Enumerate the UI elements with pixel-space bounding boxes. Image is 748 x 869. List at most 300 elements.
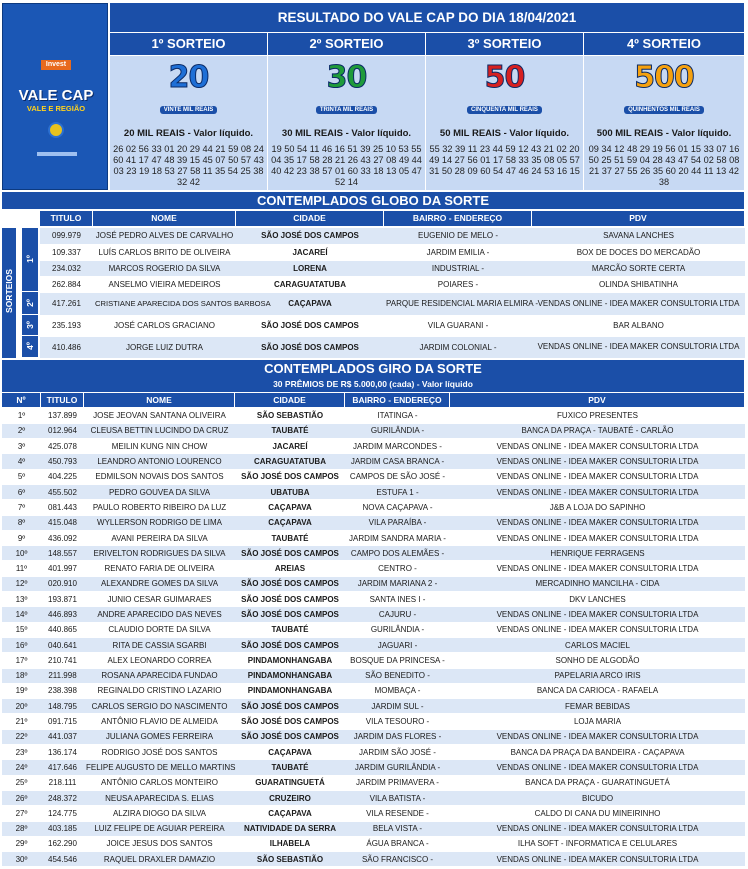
name-cell: JULIANA GOMES FERREIRA xyxy=(84,729,235,744)
address-cell: VILA TESOURO - xyxy=(345,714,450,729)
address-cell: CAMPOS DE SÃO JOSÉ - xyxy=(345,469,450,484)
name-cell: CARLOS SERGIO DO NASCIMENTO xyxy=(84,699,235,714)
title-cell: 441.037 xyxy=(41,729,84,744)
table-row xyxy=(2,637,745,652)
table-row xyxy=(2,408,745,423)
city-cell: JACAREÍ xyxy=(236,244,384,260)
table-row xyxy=(40,276,745,292)
title-cell: 410.486 xyxy=(40,336,93,358)
title-cell: 148.795 xyxy=(41,699,84,714)
name-cell: EDMILSON NOVAIS DOS SANTOS xyxy=(84,469,235,484)
pdv-cell: BOX DE DOCES DO MERCADÃO xyxy=(532,244,745,260)
address-cell: CAMPO DOS ALEMÃES - xyxy=(345,546,450,561)
globo-group-text: 1º xyxy=(25,255,35,263)
rank-cell: 25º xyxy=(2,775,41,790)
pdv-cell: CALDO DI CANA DU MINEIRINHO xyxy=(450,806,745,821)
title-cell: 235.193 xyxy=(40,315,93,336)
city-cell: SÃO SEBASTIÃO xyxy=(235,408,345,423)
globo-column-header: NOME xyxy=(93,211,235,226)
rank-cell: 8º xyxy=(2,515,41,530)
name-cell: CLEUSA BETTIN LUCINDO DA CRUZ xyxy=(84,423,235,438)
pdv-cell: SAVANA LANCHES xyxy=(532,228,745,244)
name-cell: ALEX LEONARDO CORREA xyxy=(84,653,235,668)
sorteio-cell xyxy=(426,56,583,190)
table-row xyxy=(40,292,745,315)
city-cell: TAUBATÉ xyxy=(235,760,345,775)
city-cell: TAUBATÉ xyxy=(235,423,345,438)
pdv-cell: FUXICO PRESENTES xyxy=(450,408,745,423)
name-cell: AVANI PEREIRA DA SILVA xyxy=(84,530,235,545)
title-cell: 455.502 xyxy=(41,484,84,499)
name-cell: WYLLERSON RODRIGO DE LIMA xyxy=(84,515,235,530)
pdv-cell: BANCA DA PRAÇA DA BANDEIRA - CAÇAPAVA xyxy=(450,745,745,760)
title-cell: 136.174 xyxy=(41,745,84,760)
name-cell: ANSELMO VIEIRA MEDEIROS xyxy=(93,276,236,292)
table-row xyxy=(2,729,745,744)
rank-cell: 15º xyxy=(2,622,41,637)
city-cell: SÃO JOSÉ DOS CAMPOS xyxy=(236,228,384,244)
pdv-cell: VENDAS ONLINE - IDEA MAKER CONSULTORIA LTDA xyxy=(450,561,745,576)
address-cell: INDUSTRIAL - xyxy=(384,260,532,276)
globo-group-text: 3º xyxy=(25,320,35,329)
pdv-cell: CARLOS MACIEL xyxy=(450,637,745,652)
giro-rows xyxy=(2,408,745,867)
giro-column-header: BAIRRO - ENDEREÇO xyxy=(345,393,449,407)
name-cell: MEILIN KUNG NIN CHOW xyxy=(84,439,235,454)
title-cell: 425.078 xyxy=(41,439,84,454)
address-cell: JARDIM COLONIAL - xyxy=(384,336,532,358)
pdv-cell: MARCÃO SORTE CERTA xyxy=(532,260,745,276)
rank-cell: 10º xyxy=(2,546,41,561)
rank-cell: 11º xyxy=(2,561,41,576)
vale-regiao-logo-text: VALE E REGIÃO xyxy=(26,104,86,113)
name-cell: JORGE LUIZ DUTRA xyxy=(93,336,236,358)
title-cell: 211.998 xyxy=(41,668,84,683)
rank-cell: 14º xyxy=(2,607,41,622)
rank-cell: 13º xyxy=(2,592,41,607)
pdv-cell: ILHA SOFT - INFORMATICA E CELULARES xyxy=(450,836,745,851)
city-cell: SÃO JOSÉ DOS CAMPOS xyxy=(235,607,345,622)
rank-cell: 29º xyxy=(2,836,41,851)
address-cell: SANTA INES I - xyxy=(345,592,450,607)
globo-group-text: 4º xyxy=(25,342,35,350)
sorteios-side-label xyxy=(2,228,16,358)
table-row xyxy=(2,530,745,545)
table-row xyxy=(2,745,745,760)
city-cell: SÃO JOSÉ DOS CAMPOS xyxy=(236,315,384,336)
rank-cell: 17º xyxy=(2,653,41,668)
pdv-cell: J&B A LOJA DO SAPINHO xyxy=(450,500,745,515)
rank-cell: 1º xyxy=(2,408,41,423)
name-cell: JOICE JESUS DOS SANTOS xyxy=(84,836,235,851)
pdv-cell: VENDAS ONLINE - IDEA MAKER CONSULTORIA LTDA xyxy=(450,821,745,836)
pdv-cell: VENDAS ONLINE - IDEA MAKER CONSULTORIA LTDA xyxy=(450,454,745,469)
rank-cell: 22º xyxy=(2,729,41,744)
prize-badge xyxy=(268,58,425,124)
title-cell: 109.337 xyxy=(40,244,93,260)
title-cell: 148.557 xyxy=(41,546,84,561)
address-cell: ITATINGA - xyxy=(345,408,450,423)
city-cell: LORENA xyxy=(236,260,384,276)
rank-cell: 12º xyxy=(2,576,41,591)
address-cell: JARDIM EMILIA - xyxy=(384,244,532,260)
rank-cell: 26º xyxy=(2,790,41,805)
name-cell: RAQUEL DRAXLER DAMAZIO xyxy=(84,852,235,867)
name-cell: CRISTIANE APARECIDA DOS SANTOS BARBOSA xyxy=(93,292,236,315)
title-cell: 210.741 xyxy=(41,653,84,668)
pdv-cell: VENDAS ONLINE - IDEA MAKER CONSULTORIA LTDA xyxy=(450,852,745,867)
drawn-numbers: 26 02 56 33 01 20 29 44 21 59 08 24 60 41 17 47 48 39 15 45 07 50 57 43 03 23 19 18 53 27 58 11 35 54 25 38 32 42 xyxy=(113,144,264,187)
table-row xyxy=(40,315,745,336)
name-cell: REGINALDO CRISTINO LAZARIO xyxy=(84,683,235,698)
rank-cell: 20º xyxy=(2,699,41,714)
title-cell: 124.775 xyxy=(41,806,84,821)
page-title: RESULTADO DO VALE CAP DO DIA 18/04/2021 xyxy=(110,3,744,32)
city-cell: CAÇAPAVA xyxy=(235,806,345,821)
address-cell: SÃO FRANCISCO - xyxy=(345,852,450,867)
rank-cell: 9º xyxy=(2,530,41,545)
name-cell: LUIZ FELIPE DE AGUIAR PEREIRA xyxy=(84,821,235,836)
giro-column-header: TITULO xyxy=(41,393,83,407)
pdv-cell: PAPELARIA ARCO IRIS xyxy=(450,668,745,683)
address-cell: VILA PARAÍBA - xyxy=(345,515,450,530)
title-cell: 262.884 xyxy=(40,276,93,292)
title-cell: 234.032 xyxy=(40,260,93,276)
rank-cell: 2º xyxy=(2,423,41,438)
table-row xyxy=(40,260,745,276)
globo-rows xyxy=(40,228,745,359)
title-cell: 193.871 xyxy=(41,592,84,607)
prize-words: TRINTA MIL REAIS xyxy=(316,106,377,114)
prize-words: CINQUENTA MIL REAIS xyxy=(467,106,542,114)
city-cell: SÃO JOSÉ DOS CAMPOS xyxy=(235,637,345,652)
pdv-cell: MERCADINHO MANCILHA - CIDA xyxy=(450,576,745,591)
address-cell: JARDIM DAS FLORES - xyxy=(345,729,450,744)
address-cell: JAGUARI - xyxy=(345,637,450,652)
name-cell: JOSÉ PEDRO ALVES DE CARVALHO xyxy=(93,228,236,244)
vale-cap-logo xyxy=(2,3,108,190)
title-cell: 040.641 xyxy=(41,637,84,652)
address-cell: MOMBAÇA - xyxy=(345,683,450,698)
table-row xyxy=(2,592,745,607)
name-cell: MARCOS ROGERIO DA SILVA xyxy=(93,260,236,276)
table-row xyxy=(2,760,745,775)
rank-cell: 19º xyxy=(2,683,41,698)
table-row xyxy=(2,515,745,530)
name-cell: ROSANA APARECIDA FUNDAO xyxy=(84,668,235,683)
name-cell: LUÍS CARLOS BRITO DE OLIVEIRA xyxy=(93,244,236,260)
sorteio-cell xyxy=(268,56,425,190)
table-row xyxy=(2,454,745,469)
globo-group-label xyxy=(22,336,38,357)
table-row xyxy=(2,852,745,867)
pdv-cell: BICUDO xyxy=(450,790,745,805)
pdv-cell: BANCA DA PRAÇA - GUARATINGUETÁ xyxy=(450,775,745,790)
city-cell: PINDAMONHANGABA xyxy=(235,653,345,668)
city-cell: SÃO JOSÉ DOS CAMPOS xyxy=(236,336,384,358)
table-row xyxy=(2,714,745,729)
pdv-cell: VENDAS ONLINE - IDEA MAKER CONSULTORIA LTDA xyxy=(450,622,745,637)
prize-badge xyxy=(584,58,744,124)
name-cell: JOSÉ CARLOS GRACIANO xyxy=(93,315,236,336)
prize-words: QUINHENTOS MIL REAIS xyxy=(624,106,704,114)
city-cell: PINDAMONHANGABA xyxy=(235,668,345,683)
rank-cell: 4º xyxy=(2,454,41,469)
name-cell: RENATO FARIA DE OLIVEIRA xyxy=(84,561,235,576)
pdv-cell: DKV LANCHES xyxy=(450,592,745,607)
city-cell: SÃO JOSÉ DOS CAMPOS xyxy=(235,699,345,714)
address-cell: VILA GUARANI - xyxy=(384,315,532,336)
name-cell: NEUSA APARECIDA S. ELIAS xyxy=(84,790,235,805)
pdv-cell: OLINDA SHIBATINHA xyxy=(532,276,745,292)
city-cell: CARAGUATATUBA xyxy=(235,454,345,469)
pdv-cell: VENDAS ONLINE - IDEA MAKER CONSULTORIA LTDA xyxy=(450,729,745,744)
pdv-cell: VENDAS ONLINE - IDEA MAKER CONSULTORIA LTDA xyxy=(532,336,745,358)
rank-cell: 5º xyxy=(2,469,41,484)
title-cell: 012.964 xyxy=(41,423,84,438)
title-cell: 137.899 xyxy=(41,408,84,423)
title-cell: 081.443 xyxy=(41,500,84,515)
globo-group-label xyxy=(22,228,38,291)
name-cell: LEANDRO ANTONIO LOURENCO xyxy=(84,454,235,469)
pdv-cell: VENDAS ONLINE - IDEA MAKER CONSULTORIA LTDA xyxy=(450,760,745,775)
globo-group-label xyxy=(22,292,38,314)
name-cell: JOSE JEOVAN SANTANA OLIVEIRA xyxy=(84,408,235,423)
giro-column-header: PDV xyxy=(450,393,744,407)
title-cell: 218.111 xyxy=(41,775,84,790)
rank-cell: 7º xyxy=(2,500,41,515)
city-cell: PINDAMONHANGABA xyxy=(235,683,345,698)
prize-words: VINTE MIL REAIS xyxy=(160,106,218,114)
sorteio-header: 3º SORTEIO xyxy=(426,33,583,55)
city-cell: SÃO JOSÉ DOS CAMPOS xyxy=(235,576,345,591)
table-row xyxy=(2,699,745,714)
pdv-cell: BAR ALBANO xyxy=(532,315,745,336)
table-row xyxy=(2,775,745,790)
name-cell: ALZIRA DIOGO DA SILVA xyxy=(84,806,235,821)
name-cell: FELIPE AUGUSTO DE MELLO MARTINS xyxy=(84,760,235,775)
address-cell: CENTRO - xyxy=(345,561,450,576)
name-cell: ERIVELTON RODRIGUES DA SILVA xyxy=(84,546,235,561)
pdv-cell: FEMAR BEBIDAS xyxy=(450,699,745,714)
table-row xyxy=(2,469,745,484)
table-row xyxy=(2,622,745,637)
name-cell: ANTÔNIO FLAVIO DE ALMEIDA xyxy=(84,714,235,729)
table-row xyxy=(2,439,745,454)
table-row xyxy=(2,500,745,515)
table-row xyxy=(2,653,745,668)
address-cell: ESTUFA 1 - xyxy=(345,484,450,499)
title-cell: 404.225 xyxy=(41,469,84,484)
rank-cell: 16º xyxy=(2,637,41,652)
city-cell: TAUBATÉ xyxy=(235,622,345,637)
table-row xyxy=(2,683,745,698)
name-cell: PEDRO GOUVEA DA SILVA xyxy=(84,484,235,499)
pdv-cell: VENDAS ONLINE - IDEA MAKER CONSULTORIA LTDA xyxy=(450,439,745,454)
city-cell: AREIAS xyxy=(235,561,345,576)
pdv-cell: BANCA DA CARIOCA - RAFAELA xyxy=(450,683,745,698)
address-cell: JARDIM SÃO JOSÉ - xyxy=(345,745,450,760)
city-cell: SÃO SEBASTIÃO xyxy=(235,852,345,867)
sorteio-cell xyxy=(110,56,267,190)
prize-badge xyxy=(110,58,267,124)
sorteio-header: 2º SORTEIO xyxy=(268,33,425,55)
pdv-cell: SONHO DE ALGODÃO xyxy=(450,653,745,668)
drawn-numbers: 19 50 54 11 46 16 51 39 25 10 53 55 04 35 17 58 28 21 26 43 27 08 49 44 40 42 23 38 57 01 60 33 18 13 05 47 52 14 xyxy=(271,144,422,187)
pdv-cell: HENRIQUE FERRAGENS xyxy=(450,546,745,561)
giro-column-header: NOME xyxy=(84,393,234,407)
city-cell: CAÇAPAVA xyxy=(235,500,345,515)
prize-value-label: 30 MIL REAIS - Valor líquido. xyxy=(281,128,412,139)
title-cell: 403.185 xyxy=(41,821,84,836)
name-cell: RODRIGO JOSÉ DOS SANTOS xyxy=(84,745,235,760)
city-cell: CAÇAPAVA xyxy=(235,745,345,760)
city-cell: TAUBATÉ xyxy=(235,530,345,545)
address-cell: JARDIM MARIANA 2 - xyxy=(345,576,450,591)
city-cell: JACAREÍ xyxy=(235,439,345,454)
rank-cell: 27º xyxy=(2,806,41,821)
drawn-numbers: 55 32 39 11 23 44 59 12 43 21 02 20 49 14 27 56 01 17 58 33 35 08 05 57 31 50 28 09 60 54 47 46 24 53 16 15 xyxy=(429,144,580,176)
pdv-cell: VENDAS ONLINE - IDEA MAKER CONSULTORIA LTDA xyxy=(450,484,745,499)
title-cell: 417.646 xyxy=(41,760,84,775)
table-row xyxy=(2,821,745,836)
prize-value-label: 50 MIL REAIS - Valor líquido. xyxy=(439,128,570,139)
globo-column-header: PDV xyxy=(532,211,744,226)
prize-amount: 30 xyxy=(326,60,367,95)
vale-cap-logo-text: VALE CAP xyxy=(18,87,94,104)
rank-cell: 21º xyxy=(2,714,41,729)
pdv-cell: VENDAS ONLINE - IDEA MAKER CONSULTORIA LTDA xyxy=(450,607,745,622)
pdv-cell: VENDAS ONLINE - IDEA MAKER CONSULTORIA LTDA xyxy=(450,515,745,530)
address-cell: ÁGUA BRANCA - xyxy=(345,836,450,851)
city-cell: GUARATINGUETÁ xyxy=(235,775,345,790)
name-cell: ALEXANDRE GOMES DA SILVA xyxy=(84,576,235,591)
title-cell: 446.893 xyxy=(41,607,84,622)
sorteios-side-text: SORTEIOS xyxy=(4,269,14,313)
title-cell: 238.398 xyxy=(41,683,84,698)
address-cell: EUGENIO DE MELO - xyxy=(384,228,532,244)
prize-amount: 20 xyxy=(168,60,209,95)
prize-value-label: 20 MIL REAIS - Valor líquido. xyxy=(123,128,254,139)
city-cell: SÃO JOSÉ DOS CAMPOS xyxy=(235,729,345,744)
globo-title: CONTEMPLADOS GLOBO DA SORTE xyxy=(2,192,744,209)
table-row xyxy=(2,607,745,622)
name-cell: ANTÔNIO CARLOS MONTEIRO xyxy=(84,775,235,790)
title-cell: 415.048 xyxy=(41,515,84,530)
globo-column-header: BAIRRO - ENDEREÇO xyxy=(384,211,531,226)
city-cell: CRUZEIRO xyxy=(235,790,345,805)
address-cell: POIARES - xyxy=(384,276,532,292)
address-cell: JARDIM SUL - xyxy=(345,699,450,714)
giro-title: CONTEMPLADOS GIRO DA SORTE xyxy=(264,361,482,376)
address-cell: CAJURU - xyxy=(345,607,450,622)
address-cell: JARDIM MARCONDES - xyxy=(345,439,450,454)
city-cell: UBATUBA xyxy=(235,484,345,499)
title-cell: 162.290 xyxy=(41,836,84,851)
rank-cell: 24º xyxy=(2,760,41,775)
table-row xyxy=(2,790,745,805)
city-cell: CAÇAPAVA xyxy=(236,292,384,315)
title-cell: 450.793 xyxy=(41,454,84,469)
pdv-cell: BANCA DA PRAÇA - TAUBATÉ - CARLÃO xyxy=(450,423,745,438)
prize-badge xyxy=(426,58,583,124)
address-cell: GURILÂNDIA - xyxy=(345,423,450,438)
name-cell: CLAUDIO DORTE DA SILVA xyxy=(84,622,235,637)
giro-column-header: Nº xyxy=(2,393,40,407)
table-row xyxy=(2,561,745,576)
rank-cell: 6º xyxy=(2,484,41,499)
address-cell: VILA RESENDE - xyxy=(345,806,450,821)
address-cell: BOSQUE DA PRINCESA - xyxy=(345,653,450,668)
emblem-icon xyxy=(48,122,64,138)
name-cell: PAULO ROBERTO RIBEIRO DA LUZ xyxy=(84,500,235,515)
drawn-numbers: 09 34 12 48 29 19 56 01 15 33 07 16 50 25 51 59 04 28 43 47 54 02 58 08 21 37 27 55 26 35 60 20 44 11 13 42 38 xyxy=(588,144,740,187)
address-cell: JARDIM PRIMAVERA - xyxy=(345,775,450,790)
city-cell: CARAGUATATUBA xyxy=(236,276,384,292)
title-cell: 020.910 xyxy=(41,576,84,591)
address-cell: BELA VISTA - xyxy=(345,821,450,836)
address-cell: JARDIM GURILÂNDIA - xyxy=(345,760,450,775)
rank-cell: 3º xyxy=(2,439,41,454)
city-cell: SÃO JOSÉ DOS CAMPOS xyxy=(235,592,345,607)
title-cell: 436.092 xyxy=(41,530,84,545)
prize-amount: 50 xyxy=(484,60,525,95)
table-row xyxy=(2,668,745,683)
rank-cell: 30º xyxy=(2,852,41,867)
pdv-cell: VENDAS ONLINE - IDEA MAKER CONSULTORIA LTDA xyxy=(532,292,745,315)
prize-value-label: 500 MIL REAIS - Valor líquido. xyxy=(596,128,732,139)
giro-header xyxy=(2,360,744,392)
address-cell: JARDIM CASA BRANCA - xyxy=(345,454,450,469)
prize-amount: 500 xyxy=(634,60,694,95)
title-cell: 440.865 xyxy=(41,622,84,637)
address-cell: SÃO BENEDITO - xyxy=(345,668,450,683)
pdv-cell: VENDAS ONLINE - IDEA MAKER CONSULTORIA LTDA xyxy=(450,469,745,484)
sorteio-header: 4º SORTEIO xyxy=(584,33,744,55)
name-cell: RITA DE CASSIA SGARBI xyxy=(84,637,235,652)
table-row xyxy=(2,836,745,851)
logo-divider xyxy=(37,152,77,156)
city-cell: NATIVIDADE DA SERRA xyxy=(235,821,345,836)
address-cell: JARDIM SANDRA MARIA - xyxy=(345,530,450,545)
giro-subtitle: 30 PRÊMIOS DE R$ 5.000,00 (cada) - Valor líquido xyxy=(273,379,473,389)
sorteio-cell xyxy=(584,56,744,190)
table-row xyxy=(40,228,745,244)
table-row xyxy=(2,806,745,821)
city-cell: SÃO JOSÉ DOS CAMPOS xyxy=(235,714,345,729)
city-cell: SÃO JOSÉ DOS CAMPOS xyxy=(235,469,345,484)
rank-cell: 28º xyxy=(2,821,41,836)
name-cell: ANDRE APARECIDO DAS NEVES xyxy=(84,607,235,622)
pdv-cell: LOJA MARIA xyxy=(450,714,745,729)
address-cell: NOVA CAÇAPAVA - xyxy=(345,500,450,515)
title-cell: 454.546 xyxy=(41,852,84,867)
title-cell: 099.979 xyxy=(40,228,93,244)
pdv-cell: VENDAS ONLINE - IDEA MAKER CONSULTORIA LTDA xyxy=(450,530,745,545)
table-row xyxy=(40,244,745,260)
table-row xyxy=(40,336,745,358)
table-row xyxy=(2,546,745,561)
invest-logo-text: Invest xyxy=(41,60,71,70)
globo-column-header: CIDADE xyxy=(236,211,383,226)
city-cell: CAÇAPAVA xyxy=(235,515,345,530)
address-cell: PARQUE RESIDENCIAL MARIA ELMIRA - xyxy=(384,292,532,315)
title-cell: 091.715 xyxy=(41,714,84,729)
city-cell: SÃO JOSÉ DOS CAMPOS xyxy=(235,546,345,561)
table-row xyxy=(2,423,745,438)
address-cell: GURILÂNDIA - xyxy=(345,622,450,637)
globo-group-label xyxy=(22,315,38,335)
